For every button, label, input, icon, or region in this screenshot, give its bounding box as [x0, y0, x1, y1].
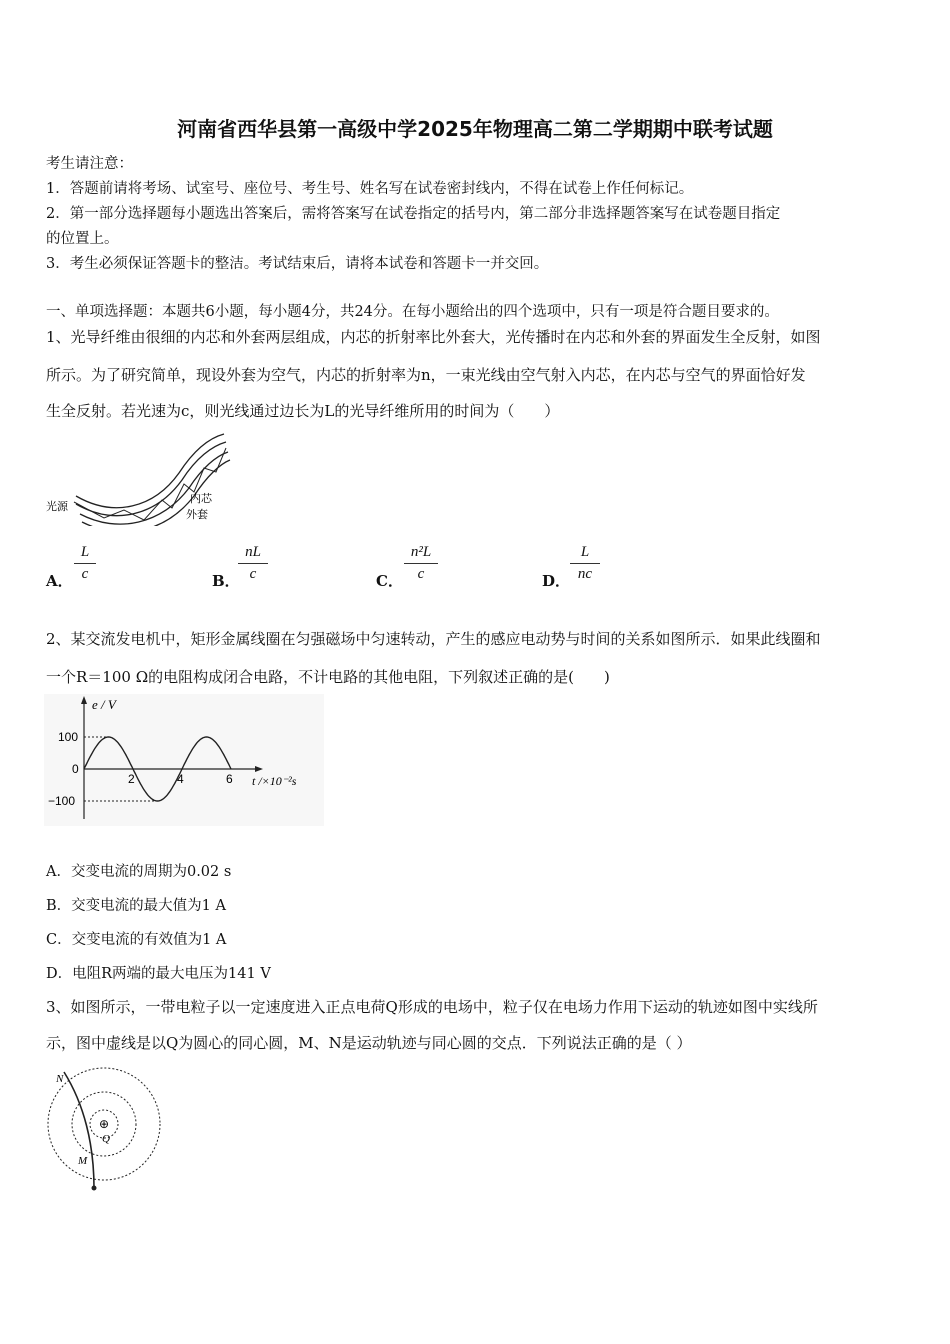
x-tick-2: 2 — [128, 772, 135, 786]
q1-option-a-fraction — [74, 544, 96, 583]
x-tick-4: 4 — [177, 772, 184, 786]
section-heading: 一、单项选择题：本题共6小题，每小题4分，共24分。在每小题给出的四个选项中，只有一项是符合题目要求的。 — [46, 304, 779, 320]
emf-time-graph — [44, 694, 324, 826]
label-core: 内芯 — [190, 492, 212, 505]
q1-option-d-fraction — [570, 544, 600, 583]
frac-numerator: nL — [245, 544, 261, 560]
notice-item-1: 1．答题前请将考场、试室号、座位号、考生号、姓名写在试卷密封线内，不得在试卷上作任何标记。 — [46, 181, 694, 197]
q1-text-line-3: 生全反射。若光速为c，则光线通过边长为L的光导纤维所用的时间为（ ） — [46, 402, 560, 420]
q3-text-line-1: 3、如图所示，一带电粒子以一定速度进入正点电荷Q形成的电场中，粒子仅在电场力作用下运动的轨迹如图中实线所 — [46, 998, 818, 1016]
q1-text-line-2: 所示。为了研究简单，现设外套为空气，内芯的折射率为n，一束光线由空气射入内芯，在内芯与空气的界面恰好发 — [46, 366, 806, 384]
optical-fiber-figure — [44, 428, 234, 526]
q3-text-line-2: 示，图中虚线是以Q为圆心的同心圆，M、N是运动轨迹与同心圆的交点．下列说法正确的是（ ） — [46, 1034, 692, 1052]
electric-field-figure — [44, 1064, 168, 1194]
q1-option-d-label[interactable]: D． — [542, 572, 571, 590]
frac-numerator: n²L — [410, 544, 432, 560]
notice-item-2-cont: 的位置上。 — [46, 231, 119, 247]
q2-option-a[interactable]: A．交变电流的周期为0.02 s — [46, 864, 232, 880]
frac-numerator: L — [80, 544, 90, 560]
x-axis-label: t /×10⁻²s — [252, 774, 297, 788]
q1-option-b-label[interactable]: B． — [212, 572, 240, 590]
frac-numerator: L — [580, 544, 590, 560]
particle-trajectory — [64, 1072, 94, 1188]
notice-item-2: 2．第一部分选择题每小题选出答案后，需将答案写在试卷指定的括号内，第二部分非选择题答案写在试卷题目指定 — [46, 206, 781, 222]
q1-option-b-fraction — [238, 544, 268, 583]
q2-text-line-2: 一个R＝100 Ω的电阻构成闭合电路，不计电路的其他电阻，下列叙述正确的是( ) — [46, 668, 610, 686]
y-axis-label: e / V — [92, 697, 116, 712]
label-cladding: 外套 — [186, 508, 208, 521]
frac-denominator: nc — [577, 566, 593, 582]
q1-option-c-label[interactable]: C． — [376, 572, 403, 590]
y-tick-0: 0 — [72, 762, 79, 776]
notice-item-3: 3．考生必须保证答题卡的整洁。考试结束后，请将本试卷和答题卡一并交回。 — [46, 256, 549, 272]
exam-title: 河南省西华县第一高级中学2025年物理高二第二学期期中联考试题 — [177, 117, 773, 141]
y-tick-neg100: −100 — [48, 794, 76, 808]
label-n: N — [56, 1073, 64, 1085]
q2-text-line-1: 2、某交流发电机中，矩形金属线圈在匀强磁场中匀速转动，产生的感应电动势与时间的关系如图所示．如果此线圈和 — [46, 630, 821, 648]
x-tick-6: 6 — [226, 772, 233, 786]
label-light-source: 光源 — [46, 500, 68, 513]
q1-text-line-1: 1、光导纤维由很细的内芯和外套两层组成，内芯的折射率比外套大，光传播时在内芯和外套的界面发生全反射，如图 — [46, 328, 821, 346]
q1-option-a-label[interactable]: A． — [46, 572, 73, 590]
frac-denominator: c — [249, 566, 257, 582]
label-m: M — [78, 1155, 88, 1167]
frac-denominator: c — [81, 566, 89, 582]
notice-heading: 考生请注意： — [46, 156, 133, 172]
q1-option-c-fraction — [404, 544, 438, 583]
q2-option-b[interactable]: B．交变电流的最大值为1 A — [46, 898, 226, 914]
graph-background — [44, 694, 324, 826]
positive-charge-icon: ⊕ — [99, 1117, 110, 1131]
frac-denominator: c — [417, 566, 425, 582]
y-tick-100: 100 — [58, 730, 79, 744]
q2-option-d[interactable]: D．电阻R两端的最大电压为141 V — [46, 966, 271, 982]
q2-option-c[interactable]: C．交变电流的有效值为1 A — [46, 932, 227, 948]
label-q: Q — [102, 1133, 110, 1145]
trajectory-end — [92, 1186, 97, 1191]
